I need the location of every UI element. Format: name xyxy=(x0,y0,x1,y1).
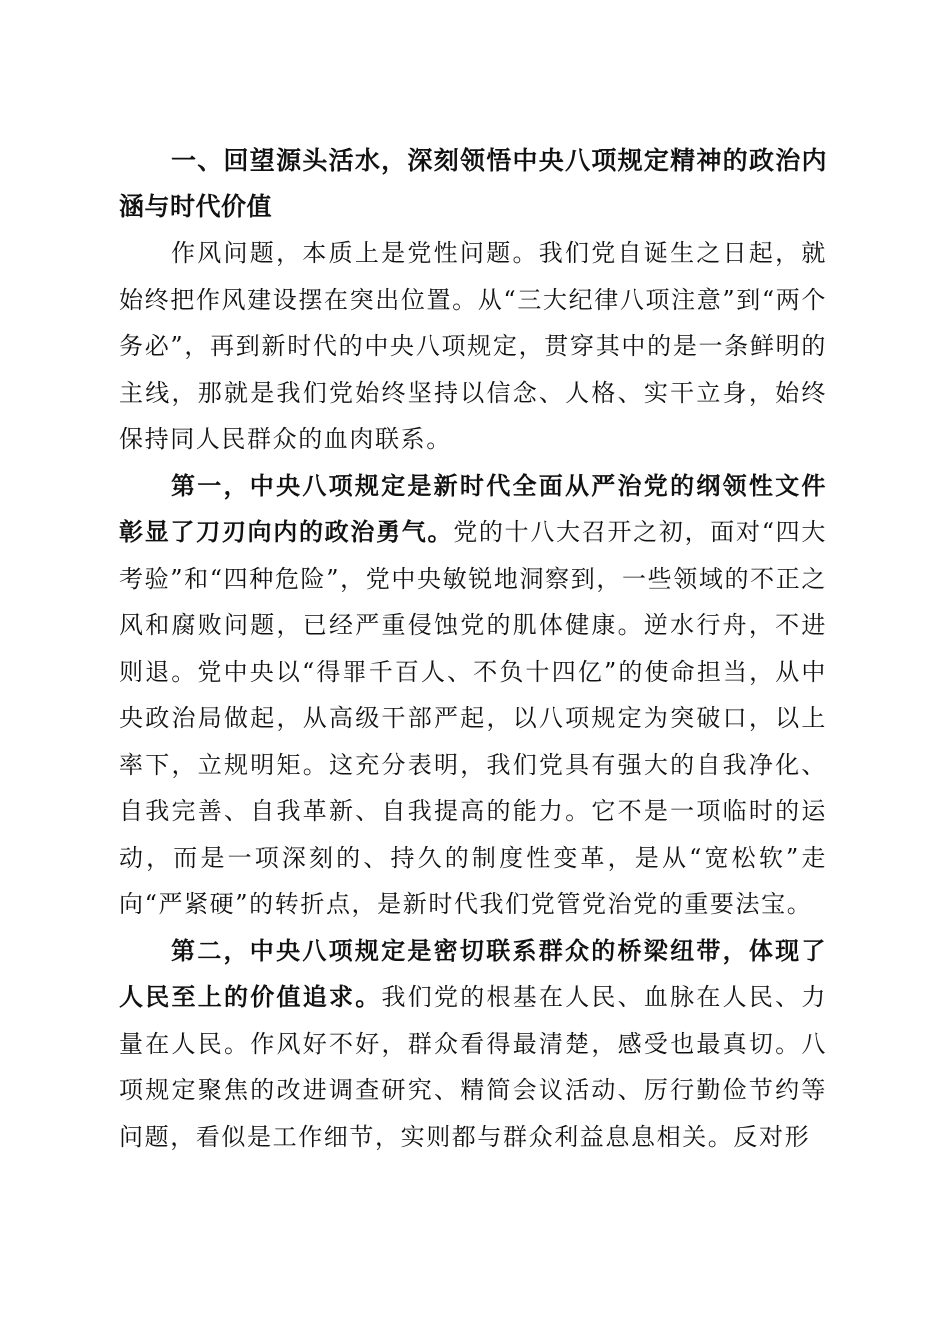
paragraph-first-point-lead: 第一，中央八项规定是新时代全面从严治党的纲领性文件彰显了刀刃向内的政治勇气。 xyxy=(119,470,827,546)
paragraph-first-point-text: 党的十八大召开之初，面对“四大考验”和“四种危险”，党中央敏锐地洞察到，一些领域的不正之风和腐败问题，已经严重侵蚀党的肌体健康。逆水行舟，不进则退。党中央以“得罪千百人、不负十四亿”的使命担当，从中央政治局做起，从高级干部严起，以八项规定为突破口，以上率下，立规明矩。这充分表明，我们党具有强大的自我净化、自我完善、自我革新、自我提高的能力。它不是一项临时的运动，而是一项深刻的、持久的制度性变革，是从“宽松软”走向“严紧硬”的转折点，是新时代我们党管党治党的重要法宝。 xyxy=(119,518,827,918)
section-heading: 一、回望源头活水，深刻领悟中央八项规定精神的政治内涵与时代价值 xyxy=(119,146,827,221)
paragraph-intro-text: 作风问题，本质上是党性问题。我们党自诞生之日起，就始终把作风建设摆在突出位置。从“三大纪律八项注意”到“两个务必”，再到新时代的中央八项规定，贯穿其中的是一条鲜明的主线，那就是我们党始终坚持以信念、人格、实干立身，始终保持同人民群众的血肉联系。 xyxy=(119,239,827,453)
paragraph-intro xyxy=(119,230,827,463)
paragraph-first-point xyxy=(119,463,827,928)
paragraph-second-point xyxy=(119,928,827,1161)
document-body xyxy=(119,138,827,1160)
paragraph-second-point-lead: 第二，中央八项规定是密切联系群众的桥梁纽带，体现了人民至上的价值追求。 xyxy=(119,935,827,1011)
paragraph-second-point-text: 我们党的根基在人民、血脉在人民、力量在人民。作风好不好，群众看得最清楚，感受也最真切。八项规定聚焦的改进调查研究、精简会议活动、厉行勤俭节约等问题，看似是工作细节，实则都与群众利益息息相关。反对形 xyxy=(119,983,828,1151)
